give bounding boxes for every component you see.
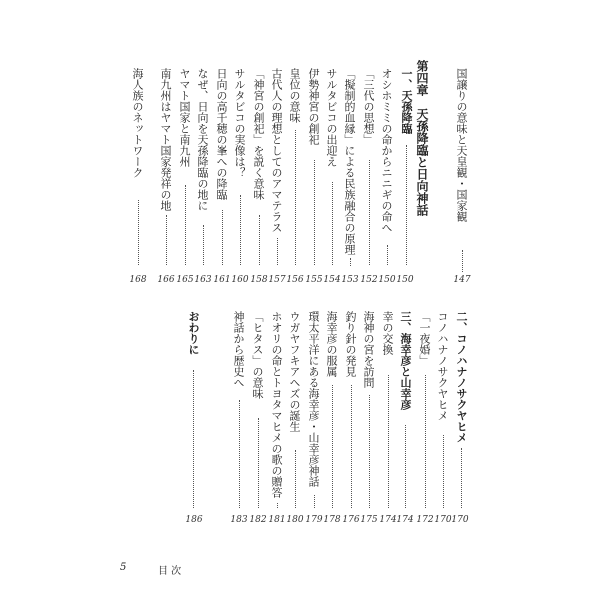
page-number: 147 [453,275,471,285]
leader-dots [405,425,409,508]
page-number: 170 [451,515,469,525]
toc-entry: ホオリの命とトヨタマヒメの歌の贈答 [270,311,283,498]
page-number: 176 [342,515,360,525]
leader-dots [259,215,263,265]
leader-dots [369,160,373,265]
toc-entry: ヤマト国家と南九州 [178,68,191,167]
toc-entry: 「ヒタス」の意味 [251,311,264,399]
toc-entry: 釣り針の発見 [344,311,357,377]
leader-dots [222,210,226,265]
toc-entry: 海人族のネットワーク [131,68,144,178]
leader-dots [425,375,429,508]
leader-dots [166,215,170,265]
page-number: 150 [396,275,414,285]
toc-entry: 海神の宮を訪問 [362,311,375,388]
toc-entry: なぜ、日向を天孫降臨の地に [196,68,209,211]
toc-entry: 海幸彦の服属 [325,311,338,377]
page-number: 156 [286,275,304,285]
page-number: 179 [305,515,323,525]
leader-dots [443,435,447,508]
leader-dots [295,450,299,508]
leader-dots [369,395,373,508]
page-number: 174 [379,515,397,525]
leader-dots [332,385,336,508]
page-number: 154 [323,275,341,285]
toc-entry: オシホミミの命からニニギの命へ [380,68,393,233]
toc-entry: 日向の高千穂の峯への降臨 [215,68,228,200]
leader-dots [185,185,189,265]
toc-entry: 国譲りの意味と天皇観・国家観 [455,68,468,222]
chapter-heading: 第四章 天孫降臨と日向神話 [415,60,429,216]
page-number: 160 [231,275,249,285]
page-number: 168 [129,275,147,285]
leader-dots [239,400,243,508]
leader-dots [258,418,262,508]
toc-entry: コノハナノサクヤヒメ [436,311,449,421]
page-number: 158 [250,275,268,285]
toc-entry: 南九州はヤマト国家発祥の地 [159,68,172,211]
toc-entry: ウガヤフキアヘズの誕生 [288,311,301,432]
leader-dots [240,195,244,265]
toc-entry: サルタビコの実像は？ [233,68,246,178]
section-heading: 三、海幸彦と山幸彦 [399,311,412,410]
leader-dots [277,238,281,265]
section-heading: 二、コノハナノサクヤヒメ [455,311,468,443]
toc-entry: 幸の交換 [381,311,394,355]
toc-entry: 「三代の思想」 [362,68,375,145]
page-number: 170 [434,515,452,525]
toc-entry: 古代人の理想としてのアマテラス [270,68,283,233]
page-number: 5 [120,562,127,573]
toc-entry-afterword: おわりに [187,311,200,355]
toc-entry: 「擬制的血縁」による民族融合の原理 [343,68,356,255]
leader-dots [314,495,318,508]
page-footer [120,562,126,573]
leader-dots [387,245,391,265]
page-number: 183 [230,515,248,525]
leader-dots [332,182,336,265]
toc-entry: 神話から歴史へ [232,311,245,388]
page-number: 155 [305,275,323,285]
page-number: 157 [268,275,286,285]
page-number: 181 [268,515,286,525]
page-number: 166 [157,275,175,285]
page-number: 180 [286,515,304,525]
page-number: 165 [176,275,194,285]
leader-dots [295,130,299,265]
page-number: 161 [213,275,231,285]
leader-dots [193,370,197,508]
leader-dots [461,448,465,508]
toc-entry: 「一夜婚」 [418,311,431,366]
section-heading: 一、天孫降臨 [400,68,413,134]
page-number: 172 [416,515,434,525]
page-number: 182 [249,515,267,525]
leader-dots [277,503,281,508]
page-number: 152 [360,275,378,285]
page-number: 186 [185,515,203,525]
leader-dots [406,145,410,265]
page-number: 163 [194,275,212,285]
leader-dots [138,200,142,265]
leader-dots [462,250,466,272]
toc-entry: 「神宮の創祀」を説く意味 [252,68,265,200]
toc-entry: 伊勢神宮の創祀 [307,68,320,145]
page-number: 153 [341,275,359,285]
page-number: 175 [360,515,378,525]
toc-entry: 環太平洋にある海幸彦・山幸彦神話 [307,311,320,487]
toc-entry: 皇位の意味 [288,68,301,123]
page-number: 174 [396,515,414,525]
leader-dots [388,375,392,508]
page-number: 178 [323,515,341,525]
page-number: 150 [378,275,396,285]
toc-entry: サルタビコの出迎え [325,68,338,167]
leader-dots [203,225,207,265]
leader-dots [351,385,355,508]
leader-dots [350,258,354,266]
leader-dots [314,160,318,265]
running-title: 目 次 [158,566,182,577]
